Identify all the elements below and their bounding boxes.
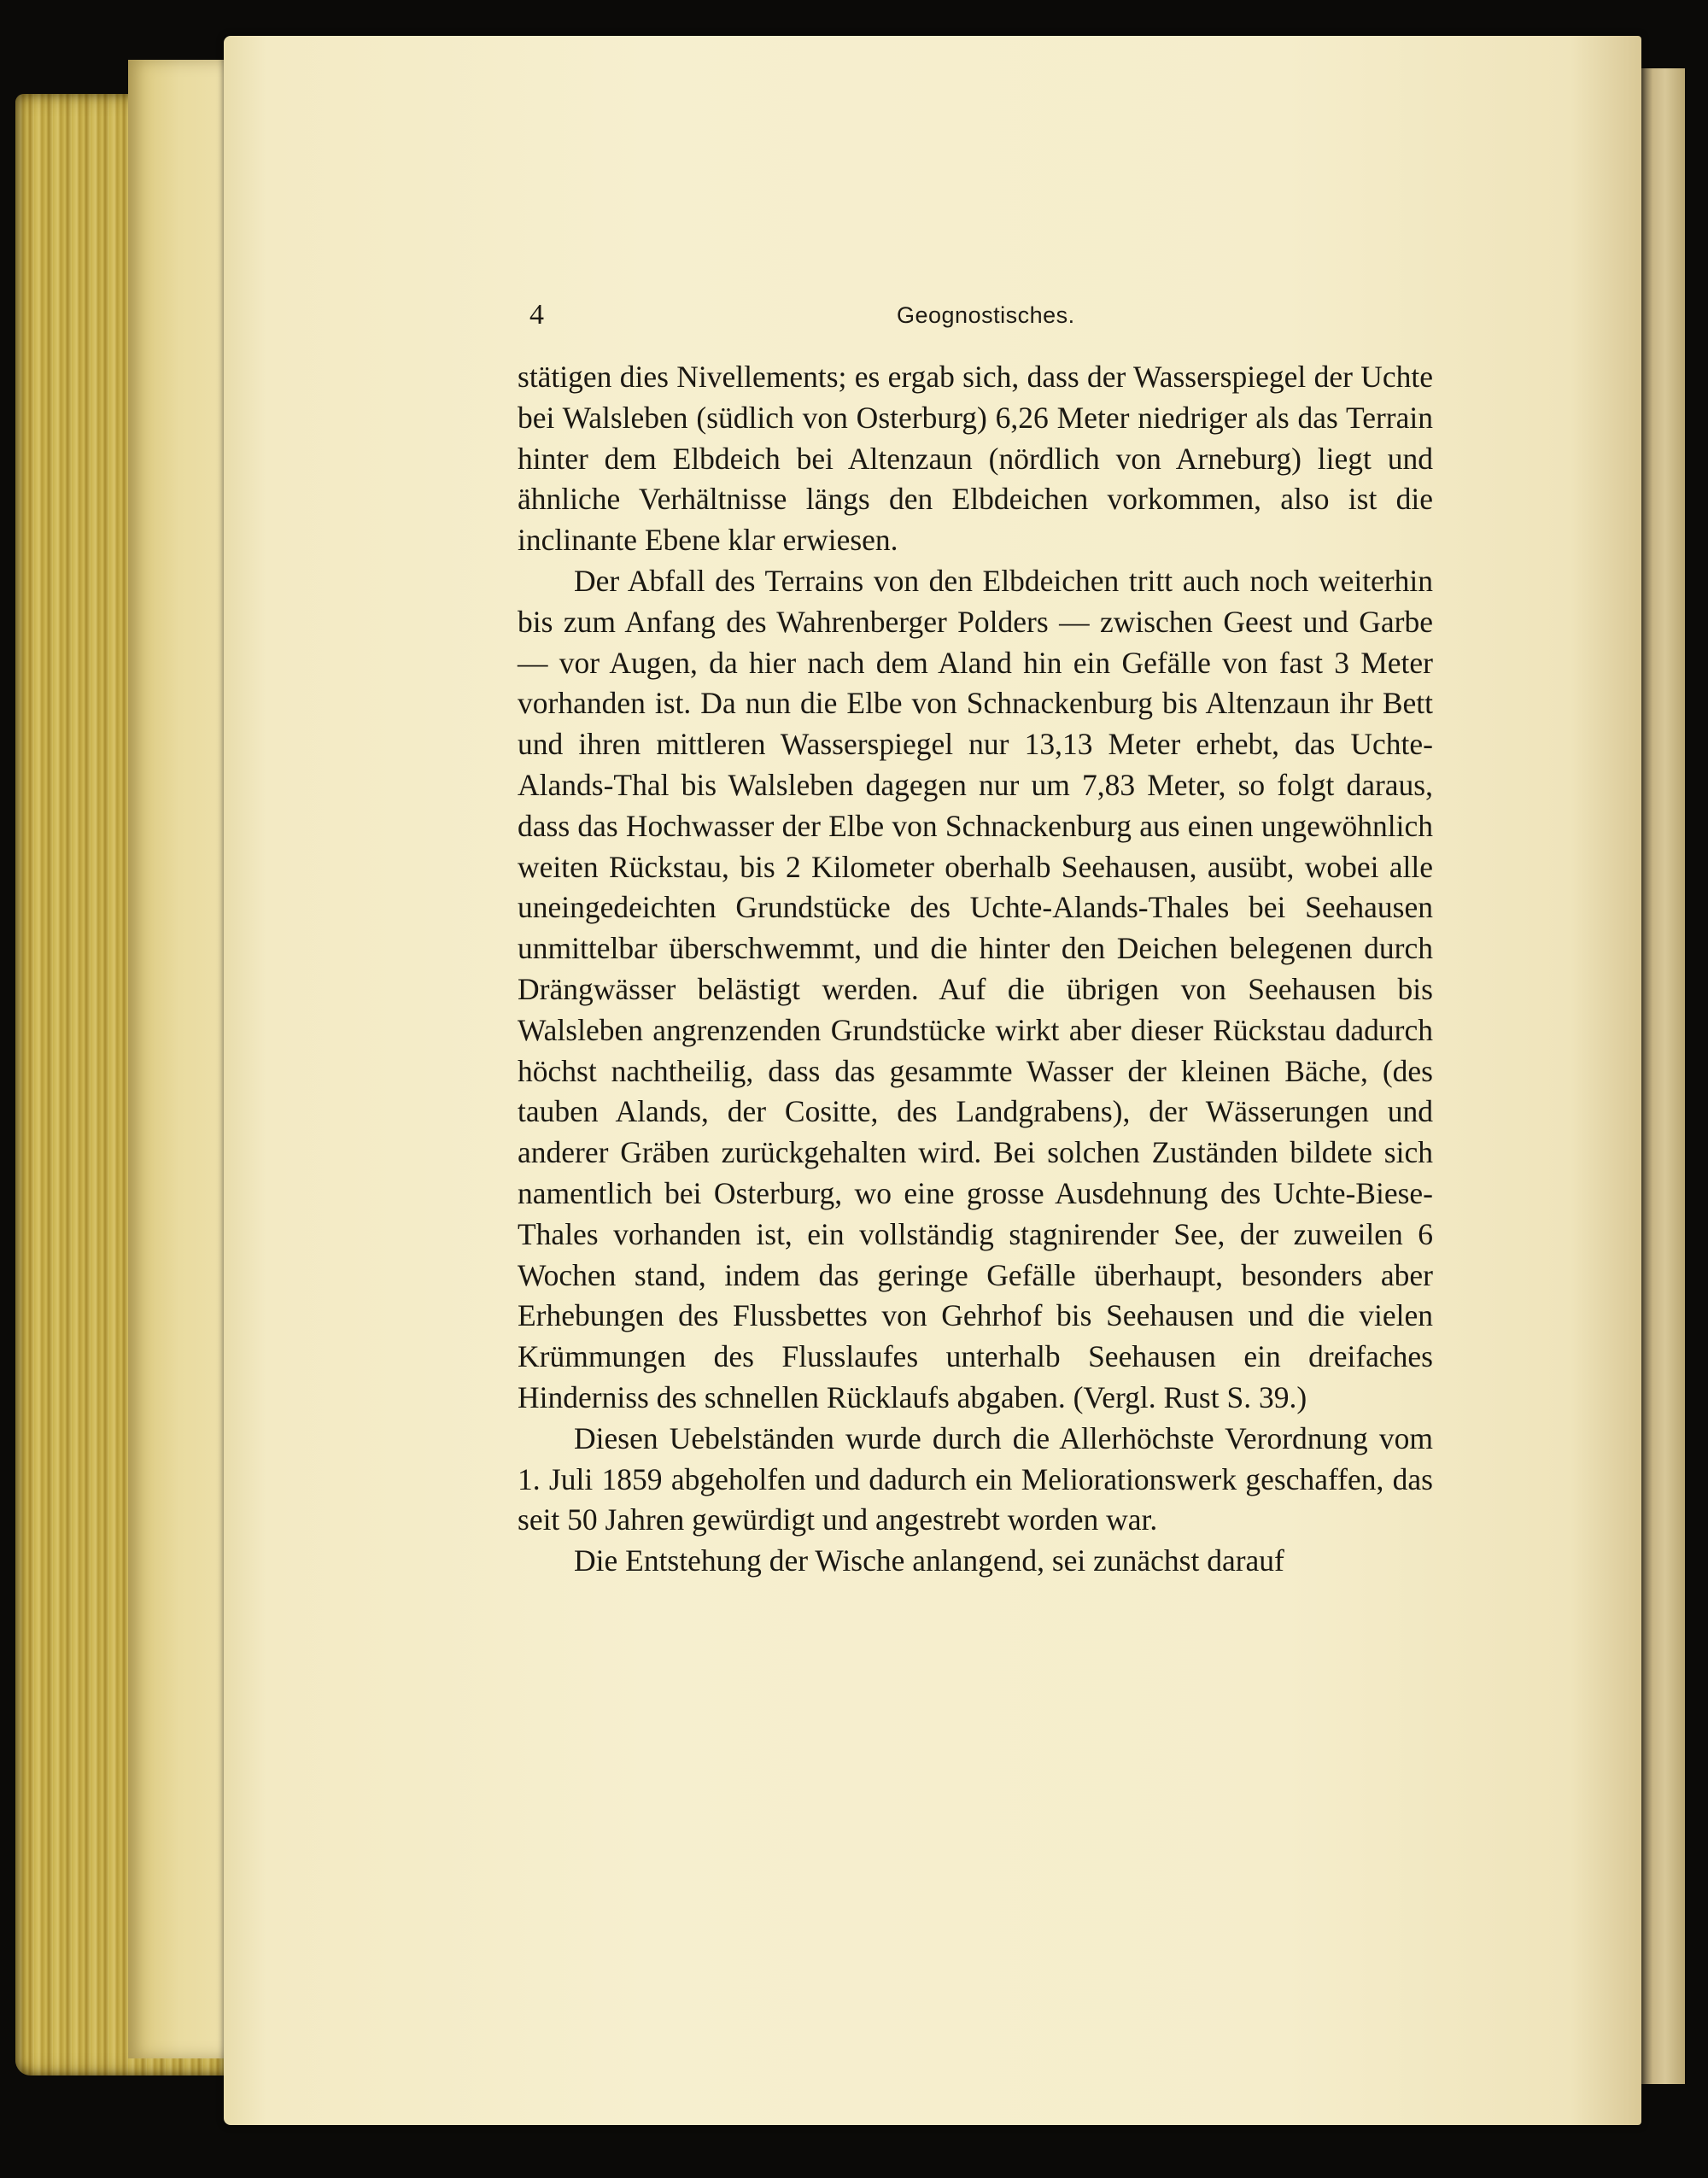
paragraph-4: Die Entstehung der Wische anlangend, sei zunächst darauf — [574, 1543, 1284, 1578]
running-head — [529, 299, 1426, 333]
running-title: Geognostisches. — [897, 302, 1075, 328]
paragraph-1: stätigen dies Nivellements; es ergab sich, dass der Wasserspiegel der Uchte bei Walsleben (südlich von Osterburg) 6,26 Meter niedriger als das Terrain hinter dem Elbdeich bei Altenzaun (nördlich von Arneburg) liegt und ähnliche Verhältnisse längs den Elbdeichen vorkommen, also ist die inclinante Ebene klar erwiesen. — [518, 360, 1433, 558]
page-number: 4 — [529, 299, 544, 331]
paragraph-2: Der Abfall des Terrains von den Elbdeichen tritt auch noch weiterhin bis zum Anfang des Wahrenberger Polders — zwischen Geest und Garbe — vor Augen, da hier nach dem Aland hin ein Gefälle von fast 3 Meter vorhanden ist. Da nun die Elbe von Schnackenburg bis Altenzaun ihr Bett und ihren mittleren Wasserspiegel nur 13,13 Meter erhebt, das Uchte-Alands-Thal bis Walsleben dagegen nur um 7,83 Meter, so folgt daraus, dass das Hochwasser der Elbe von Schnackenburg aus einen ungewöhnlich weiten Rückstau, bis 2 Kilometer oberhalb Seehausen, ausübt, wobei alle uneingedeichten Grundstücke des Uchte-Alands-Thales bei Seehausen unmittelbar überschwemmt, und die hinter den Deichen belegenen durch Drängwässer belästigt werden. Auf die übrigen von Seehausen bis Walsleben angrenzenden Grundstücke wirkt aber dieser Rückstau dadurch höchst nachtheilig, dass das gesammte Wasser der kleinen Bäche, (des tauben Alands, der Cositte, des Landgrabens), der Wässerungen und anderer Gräben zurückgehalten wird. Bei solchen Zuständen bildete sich namentlich bei Osterburg, wo eine grosse Ausdehnung des Uchte-Biese-Thales vorhanden ist, ein vollständig stagnirender See, der zuweilen 6 Wochen stand, indem das geringe Gefälle überhaupt, besonders aber Erhebungen des Flussbettes von Gehrhof bis Seehausen und die vielen Krümmungen des Flusslaufes unterhalb Seehausen ein dreifaches Hinderniss des schnellen Rücklaufs abgaben. (Vergl. Rust S. 39.) — [518, 563, 1433, 1414]
facing-page-edge — [1635, 68, 1685, 2084]
body-text — [518, 357, 1433, 1582]
paragraph-3: Diesen Uebelständen wurde durch die Allerhöchste Verordnung vom 1. Juli 1859 abgeholfen und dadurch ein Meliorationswerk geschaffen, das seit 50 Jahren gewürdigt und angestrebt worden war. — [518, 1420, 1433, 1537]
